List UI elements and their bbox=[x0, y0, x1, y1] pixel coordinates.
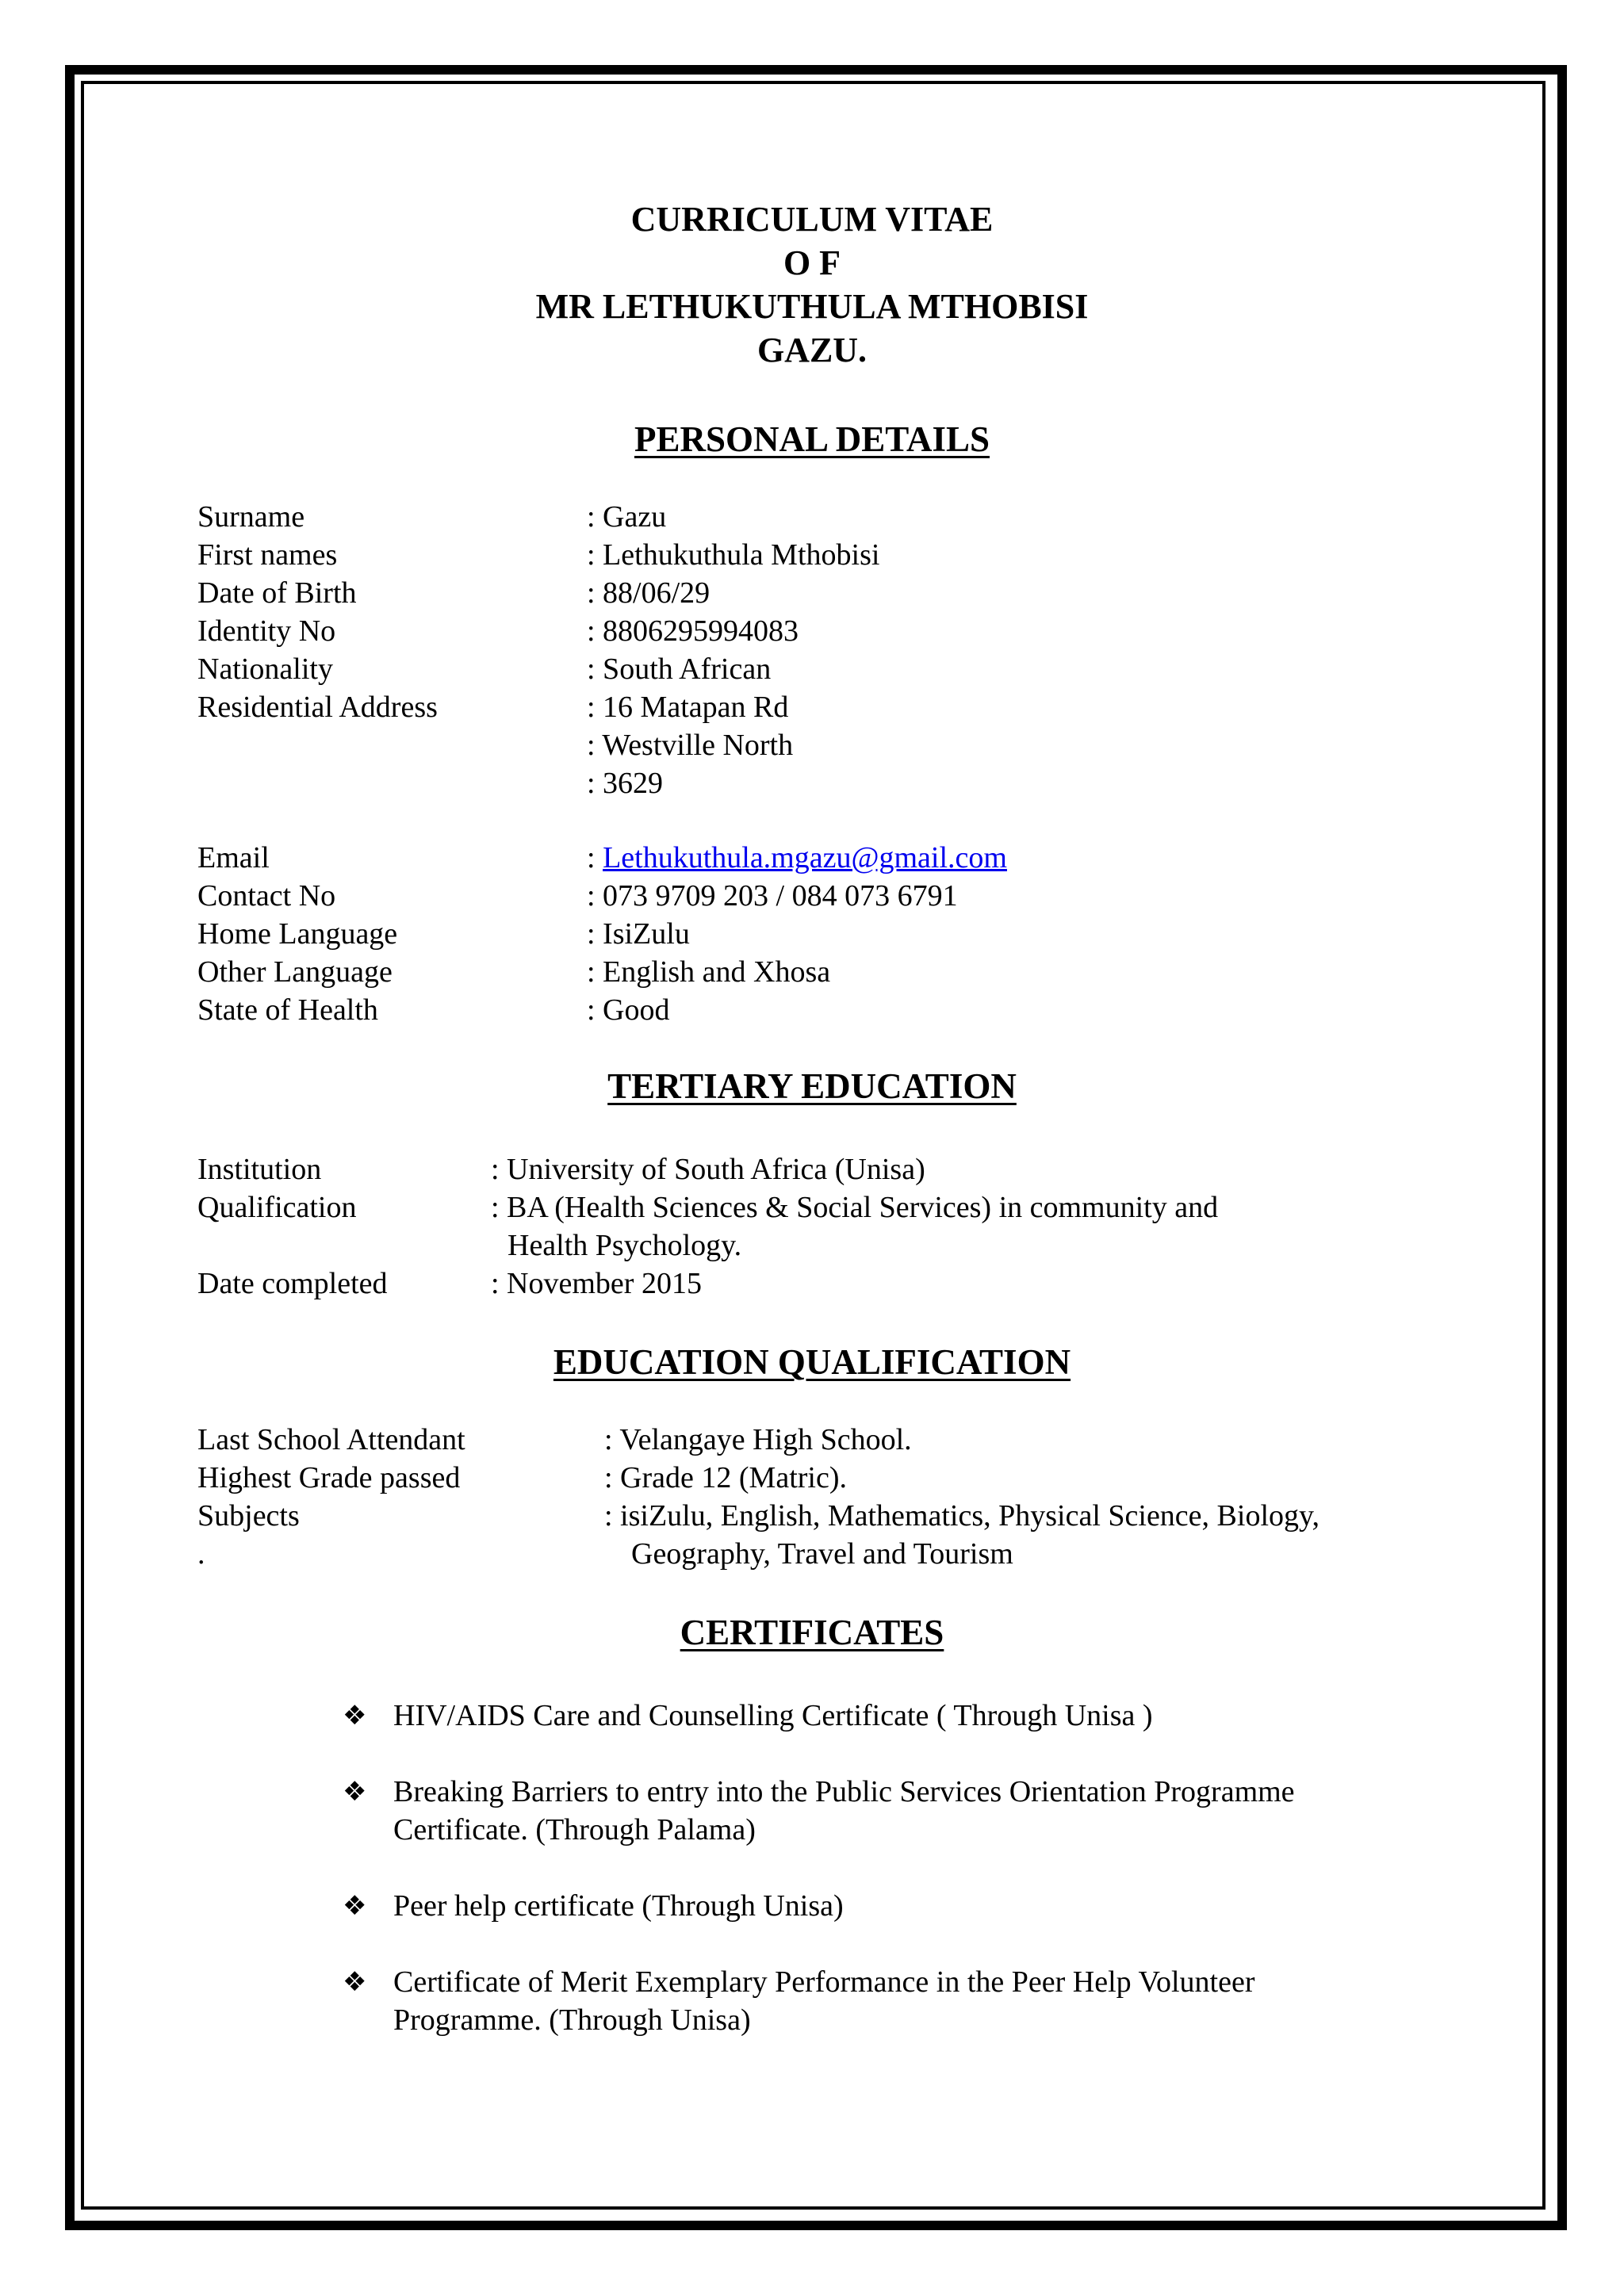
certificate-item-1: HIV/AIDS Care and Counselling Certificate ( Through Unisa ) bbox=[393, 1699, 1153, 1732]
highest-grade-value: : Grade 12 (Matric). bbox=[604, 1461, 847, 1494]
other-language-label: Other Language bbox=[197, 955, 393, 989]
cv-title-of: O F bbox=[783, 243, 841, 282]
dob-value: : 88/06/29 bbox=[587, 576, 710, 610]
contact-value: : 073 9709 203 / 084 073 6791 bbox=[587, 879, 958, 913]
certificate-item-4-cont: Programme. (Through Unisa) bbox=[393, 2003, 751, 2037]
personal-details-heading: PERSONAL DETAILS bbox=[634, 419, 990, 459]
last-school-value: : Velangaye High School. bbox=[604, 1423, 912, 1456]
tertiary-education-heading: TERTIARY EDUCATION bbox=[607, 1066, 1017, 1106]
surname-value: : Gazu bbox=[587, 500, 667, 534]
subjects-value-2: Geography, Travel and Tourism bbox=[631, 1537, 1013, 1571]
address-line-2: : Westville North bbox=[587, 729, 794, 762]
address-line-1: : 16 Matapan Rd bbox=[587, 691, 789, 724]
education-qualification-heading: EDUCATION QUALIFICATION bbox=[553, 1342, 1071, 1382]
first-names-value: : Lethukuthula Mthobisi bbox=[587, 538, 880, 572]
email-link[interactable]: Lethukuthula.mgazu@gmail.com bbox=[603, 841, 1007, 874]
date-completed-value: : November 2015 bbox=[491, 1267, 702, 1300]
identity-label: Identity No bbox=[197, 614, 336, 648]
diamond-bullet-icon: ❖ bbox=[343, 1966, 367, 1998]
first-names-label: First names bbox=[197, 538, 338, 572]
cv-surname-line: GAZU. bbox=[756, 331, 868, 369]
subjects-label: Subjects bbox=[197, 1499, 300, 1533]
diamond-bullet-icon: ❖ bbox=[343, 1890, 367, 1922]
certificate-item-2-cont: Certificate. (Through Palama) bbox=[393, 1813, 756, 1846]
other-language-value: : English and Xhosa bbox=[587, 955, 831, 989]
diamond-bullet-icon: ❖ bbox=[343, 1776, 367, 1808]
qualification-value-1: : BA (Health Sciences & Social Services) in community and bbox=[491, 1191, 1219, 1224]
home-language-value: : IsiZulu bbox=[587, 917, 690, 951]
contact-label: Contact No bbox=[197, 879, 336, 913]
certificate-item-3: Peer help certificate (Through Unisa) bbox=[393, 1889, 844, 1923]
nationality-value: : South African bbox=[587, 652, 772, 686]
home-language-label: Home Language bbox=[197, 917, 398, 951]
last-school-label: Last School Attendant bbox=[197, 1423, 465, 1456]
date-completed-label: Date completed bbox=[197, 1267, 388, 1300]
email-value bbox=[587, 839, 1007, 877]
subjects-dot: . bbox=[197, 1537, 205, 1571]
email-prefix: : bbox=[587, 841, 603, 874]
institution-label: Institution bbox=[197, 1153, 322, 1186]
nationality-label: Nationality bbox=[197, 652, 333, 686]
subjects-value-1: : isiZulu, English, Mathematics, Physical Science, Biology, bbox=[604, 1499, 1320, 1533]
institution-value: : University of South Africa (Unisa) bbox=[491, 1153, 925, 1186]
cv-title: CURRICULUM VITAE bbox=[630, 200, 994, 239]
identity-value: : 8806295994083 bbox=[587, 614, 799, 648]
certificate-item-4: Certificate of Merit Exemplary Performance in the Peer Help Volunteer bbox=[393, 1965, 1255, 1999]
certificate-item-2: Breaking Barriers to entry into the Public Services Orientation Programme bbox=[393, 1775, 1295, 1808]
dob-label: Date of Birth bbox=[197, 576, 357, 610]
diamond-bullet-icon: ❖ bbox=[343, 1700, 367, 1732]
qualification-value-2: Health Psychology. bbox=[508, 1229, 742, 1262]
health-label: State of Health bbox=[197, 993, 378, 1027]
surname-label: Surname bbox=[197, 500, 305, 534]
health-value: : Good bbox=[587, 993, 670, 1027]
cv-name-line: MR LETHUKUTHULA MTHOBISI bbox=[535, 287, 1089, 326]
address-line-3: : 3629 bbox=[587, 767, 664, 800]
highest-grade-label: Highest Grade passed bbox=[197, 1461, 461, 1494]
address-label: Residential Address bbox=[197, 691, 438, 724]
certificates-heading: CERTIFICATES bbox=[680, 1613, 944, 1652]
email-label: Email bbox=[197, 841, 270, 874]
qualification-label: Qualification bbox=[197, 1191, 357, 1224]
